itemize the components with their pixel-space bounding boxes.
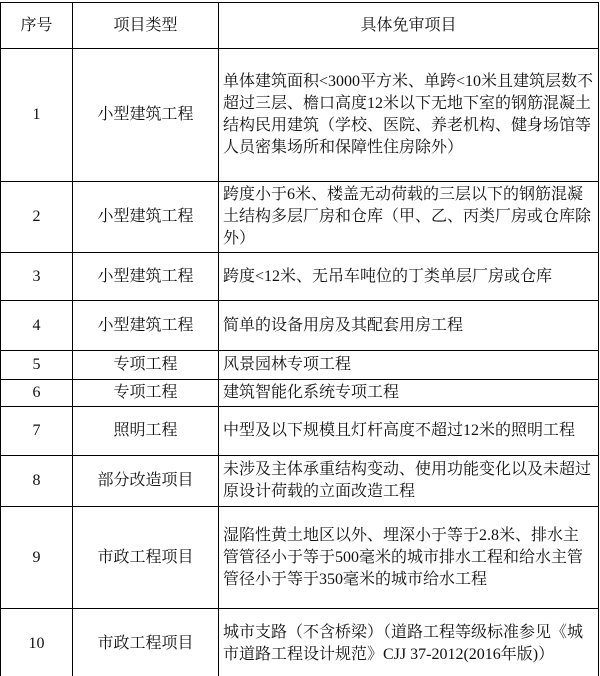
row-index-cell: 9 (1, 507, 73, 609)
table-row (1, 380, 599, 407)
row-index-cell: 4 (1, 301, 73, 351)
table-row (1, 351, 599, 380)
row-index-cell: 1 (1, 49, 73, 182)
exemption-detail-cell: 中型及以下规模且灯杆高度不超过12米的照明工程 (219, 407, 599, 456)
exemption-detail-cell: 风景园林专项工程 (219, 351, 599, 380)
exemption-detail-cell: 未涉及主体承重结构变动、使用功能变化以及未超过原设计荷载的立面改造工程 (219, 456, 599, 507)
project-type-cell: 小型建筑工程 (73, 253, 219, 301)
project-type-cell: 小型建筑工程 (73, 182, 219, 253)
header-row (1, 3, 599, 49)
table-row (1, 182, 599, 253)
exemption-table (0, 2, 599, 676)
column-header-exemption-detail: 具体免审项目 (219, 3, 599, 49)
row-index-cell: 2 (1, 182, 73, 253)
column-header-index: 序号 (1, 3, 73, 49)
exemption-detail-cell: 单体建筑面积<3000平方米、单跨<10米且建筑层数不超过三层、檐口高度12米以下无地下室的钢筋混凝土结构民用建筑（学校、医院、养老机构、健身场馆等人员密集场所和保障性住房除外） (219, 49, 599, 182)
row-index-cell: 7 (1, 407, 73, 456)
table-row (1, 407, 599, 456)
project-type-cell: 市政工程项目 (73, 507, 219, 609)
exemption-detail-cell: 简单的设备用房及其配套用房工程 (219, 301, 599, 351)
exemption-detail-cell: 跨度小于6米、楼盖无动荷载的三层以下的钢筋混凝土结构多层厂房和仓库（甲、乙、丙类厂房或仓库除外） (219, 182, 599, 253)
row-index-cell: 3 (1, 253, 73, 301)
project-type-cell: 小型建筑工程 (73, 301, 219, 351)
exemption-detail-cell: 建筑智能化系统专项工程 (219, 380, 599, 407)
project-type-cell: 市政工程项目 (73, 609, 219, 676)
project-type-cell: 照明工程 (73, 407, 219, 456)
table-row (1, 253, 599, 301)
document-page (0, 2, 600, 676)
exemption-detail-cell: 湿陷性黄土地区以外、埋深小于等于2.8米、排水主管管径小于等于500毫米的城市排水工程和给水主管管径小于等于350毫米的城市给水工程 (219, 507, 599, 609)
column-header-project-type: 项目类型 (73, 3, 219, 49)
table-row (1, 301, 599, 351)
project-type-cell: 专项工程 (73, 351, 219, 380)
table-row (1, 507, 599, 609)
row-index-cell: 10 (1, 609, 73, 676)
row-index-cell: 6 (1, 380, 73, 407)
project-type-cell: 专项工程 (73, 380, 219, 407)
exemption-detail-cell: 城市支路（不含桥梁）（道路工程等级标准参见《城市道路工程设计规范》CJJ 37-2012(2016年版)） (219, 609, 599, 676)
row-index-cell: 5 (1, 351, 73, 380)
table-row (1, 456, 599, 507)
row-index-cell: 8 (1, 456, 73, 507)
table-row (1, 49, 599, 182)
project-type-cell: 部分改造项目 (73, 456, 219, 507)
table-row (1, 609, 599, 676)
project-type-cell: 小型建筑工程 (73, 49, 219, 182)
exemption-detail-cell: 跨度<12米、无吊车吨位的丁类单层厂房或仓库 (219, 253, 599, 301)
